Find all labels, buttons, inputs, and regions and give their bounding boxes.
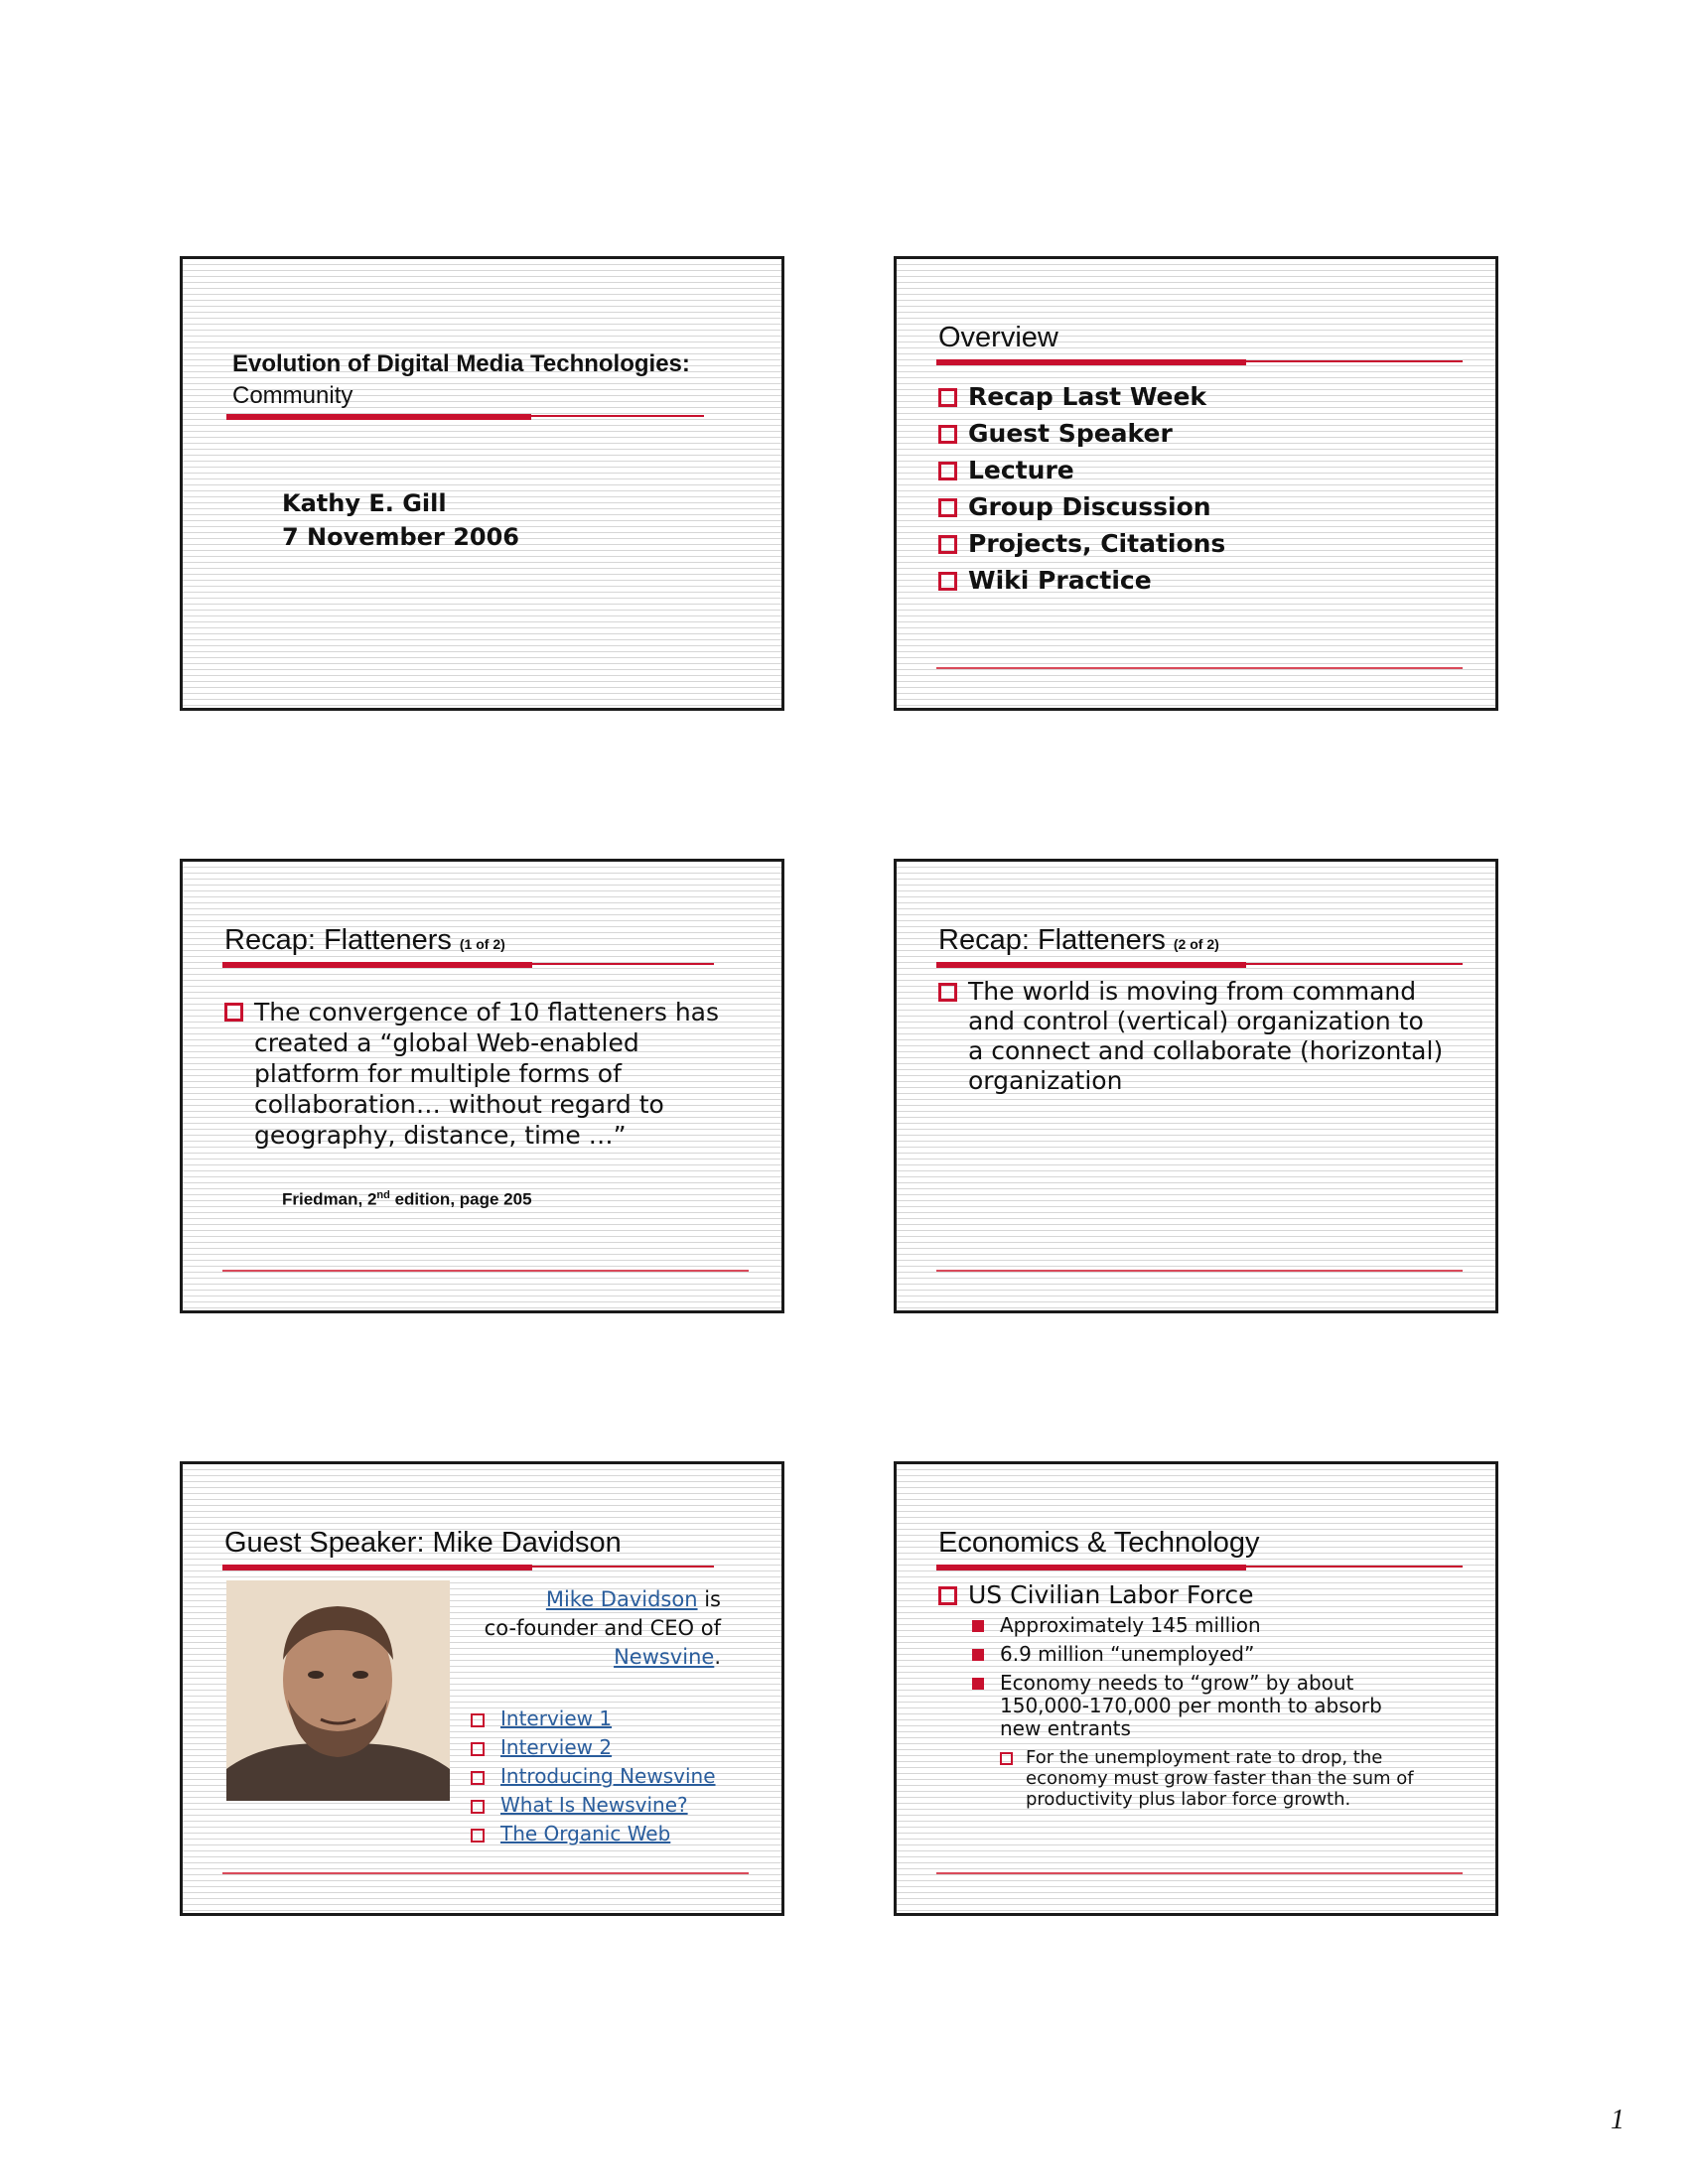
square-bullet-icon <box>938 572 957 591</box>
square-bullet-icon <box>938 462 957 480</box>
slide-heading: Recap: Flatteners (1 of 2) <box>224 924 505 956</box>
list-item <box>471 1791 716 1820</box>
slide-heading: Guest Speaker: Mike Davidson <box>224 1527 622 1559</box>
square-bullet-icon <box>224 1003 243 1022</box>
footer-line <box>222 1872 749 1874</box>
introducing-newsvine-link[interactable]: Introducing Newsvine <box>500 1764 716 1788</box>
citation: Friedman, 2nd edition, page 205 <box>282 1189 532 1209</box>
slide-title <box>180 256 784 711</box>
list-item <box>471 1705 716 1733</box>
accent-line-thick <box>222 1565 532 1570</box>
square-bullet-icon <box>938 498 957 517</box>
slide-overview <box>894 256 1498 711</box>
presentation-date: 7 November 2006 <box>282 523 520 551</box>
speaker-links-list <box>471 1705 716 1848</box>
square-bullet-icon <box>1000 1752 1013 1765</box>
filled-square-bullet-icon <box>972 1678 984 1690</box>
slide-title-heading: Evolution of Digital Media Technologies: <box>232 350 690 377</box>
slide-heading: Recap: Flatteners (2 of 2) <box>938 924 1219 956</box>
slide-heading: Overview <box>938 322 1058 353</box>
slide-economics <box>894 1461 1498 1916</box>
slide-title-subtitle: Community <box>232 382 353 409</box>
overview-list <box>938 378 1225 599</box>
speaker-intro: Mike Davidson is co-founder and CEO of Newsvine. <box>484 1587 721 1669</box>
list-item <box>471 1762 716 1791</box>
list-item: Wiki Practice <box>938 562 1225 599</box>
accent-line-thick <box>226 414 531 420</box>
square-bullet-icon <box>938 535 957 554</box>
nested-bullet: For the unemployment rate to drop, the economy must grow faster than the sum of productivity plus labor force growth. <box>1000 1747 1414 1810</box>
slide-heading: Economics & Technology <box>938 1527 1260 1559</box>
square-bullet-icon <box>471 1713 485 1727</box>
square-bullet-icon <box>471 1800 485 1814</box>
author-name: Kathy E. Gill <box>282 489 447 517</box>
speaker-portrait-icon <box>226 1580 450 1801</box>
footer-line <box>936 667 1463 669</box>
what-is-newsvine-link[interactable]: What Is Newsvine? <box>500 1793 688 1817</box>
square-bullet-icon <box>471 1742 485 1756</box>
slide-heading-note: (2 of 2) <box>1173 936 1219 952</box>
main-bullet: US Civilian Labor Force <box>938 1580 1254 1610</box>
mike-davidson-link[interactable]: Mike Davidson <box>545 1587 698 1611</box>
square-bullet-icon <box>938 388 957 407</box>
list-item <box>471 1820 716 1848</box>
square-bullet-icon <box>471 1771 485 1785</box>
list-item: Lecture <box>938 452 1225 488</box>
statement-block: The world is moving from command and control (vertical) organization to a connect and collaborate (horizontal) organization <box>938 977 1443 1096</box>
list-item: Guest Speaker <box>938 415 1225 452</box>
slide-recap-1 <box>180 859 784 1313</box>
slide-recap-2 <box>894 859 1498 1313</box>
page-number: 1 <box>1611 2105 1624 2135</box>
filled-square-bullet-icon <box>972 1620 984 1632</box>
organic-web-link[interactable]: The Organic Web <box>500 1822 671 1845</box>
list-item: Economy needs to “grow” by about 150,000-170,000 per month to absorb new entrants <box>972 1672 1382 1740</box>
filled-square-bullet-icon <box>972 1649 984 1661</box>
footer-line <box>936 1872 1463 1874</box>
accent-line-thick <box>936 1565 1246 1570</box>
accent-line-thick <box>936 359 1246 365</box>
square-bullet-icon <box>938 983 957 1002</box>
accent-line-thick <box>222 962 532 968</box>
newsvine-link[interactable]: Newsvine <box>614 1645 715 1669</box>
list-item <box>471 1733 716 1762</box>
list-item: 6.9 million “unemployed” <box>972 1643 1382 1666</box>
sub-bullets <box>972 1614 1382 1740</box>
interview-1-link[interactable]: Interview 1 <box>500 1706 613 1730</box>
footer-line <box>222 1270 749 1272</box>
list-item: Approximately 145 million <box>972 1614 1382 1637</box>
slide-heading-note: (1 of 2) <box>459 936 505 952</box>
speaker-photo <box>226 1580 450 1801</box>
slide-guest-speaker <box>180 1461 784 1916</box>
list-item: Projects, Citations <box>938 525 1225 562</box>
interview-2-link[interactable]: Interview 2 <box>500 1735 613 1759</box>
square-bullet-icon <box>471 1829 485 1843</box>
list-item: Group Discussion <box>938 488 1225 525</box>
quote-block: The convergence of 10 flatteners has created a “global Web-enabled platform for multiple forms of collaboration… without regard to geography, distance, time …” <box>224 997 719 1151</box>
square-bullet-icon <box>938 425 957 444</box>
footer-line <box>936 1270 1463 1272</box>
square-bullet-icon <box>938 1586 957 1605</box>
list-item: Recap Last Week <box>938 378 1225 415</box>
accent-line-thick <box>936 962 1246 968</box>
